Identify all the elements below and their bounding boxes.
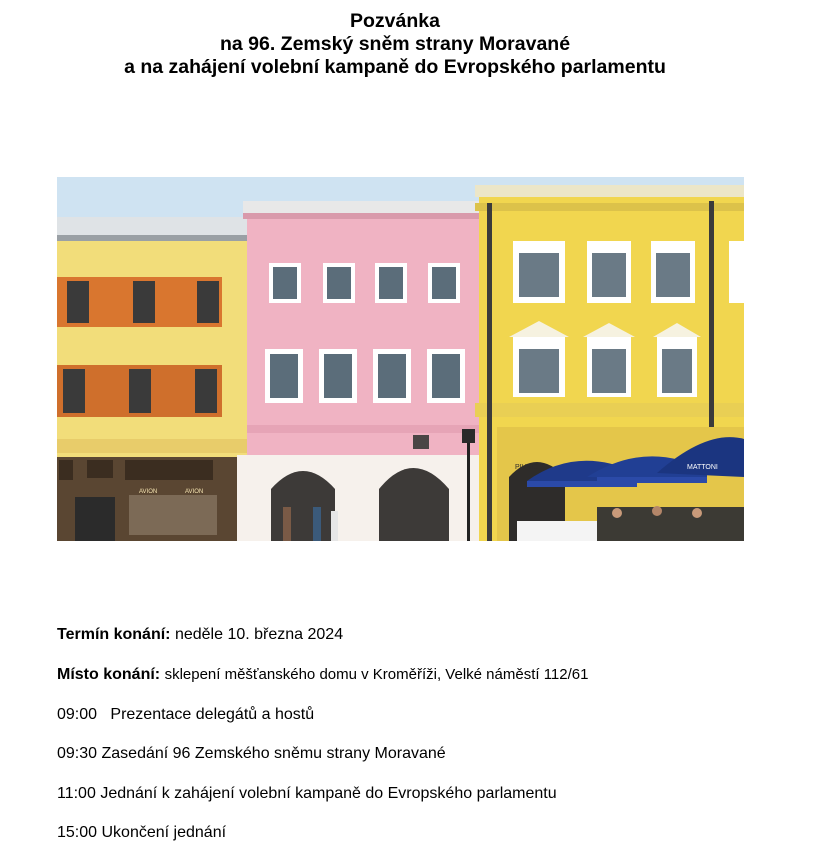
schedule-text: Zasedání 96 Zemského sněmu strany Moravané — [101, 745, 446, 762]
invitation-title — [0, 10, 790, 79]
pivnice-sign: PIVNICE — [515, 464, 544, 471]
place-line — [57, 666, 588, 684]
schedule-text: Prezentace delegátů a hostů — [110, 706, 315, 723]
schedule-item — [57, 706, 314, 724]
mattoni-sign: MATTONI — [687, 464, 718, 471]
avion-sign-left: AVION — [139, 489, 158, 495]
avion-sign-right: AVION — [185, 489, 204, 495]
date-value: neděle 10. března 2024 — [174, 626, 344, 643]
schedule-text: Ukončení jednání — [101, 824, 227, 841]
lamp-post — [467, 439, 470, 541]
schedule-item — [57, 824, 226, 842]
place-value: sklepení měšťanského domu v Kroměříži, Velké náměstí 112/61 — [164, 666, 589, 683]
right-building — [475, 185, 744, 541]
date-line — [57, 626, 343, 644]
left-building — [57, 217, 247, 541]
title-line-1: Pozvánka — [350, 10, 440, 32]
town-square-photo — [57, 177, 744, 541]
schedule-text: Jednání k zahájení volební kampaně do Evropského parlamentu — [100, 785, 557, 802]
pink-building — [237, 201, 487, 541]
title-line-3: a na zahájení volební kampaně do Evropského parlamentu — [124, 56, 666, 78]
schedule-time: 09:00 — [57, 706, 98, 723]
schedule-item — [57, 785, 557, 803]
schedule-time: 15:00 — [57, 824, 98, 841]
schedule-time: 09:30 — [57, 745, 98, 762]
date-label: Termín konání: — [57, 626, 171, 643]
title-line-2: na 96. Zemský sněm strany Moravané — [219, 33, 571, 55]
schedule-item — [57, 745, 446, 763]
place-label: Místo konání: — [57, 666, 161, 683]
schedule-time: 11:00 — [57, 785, 96, 802]
